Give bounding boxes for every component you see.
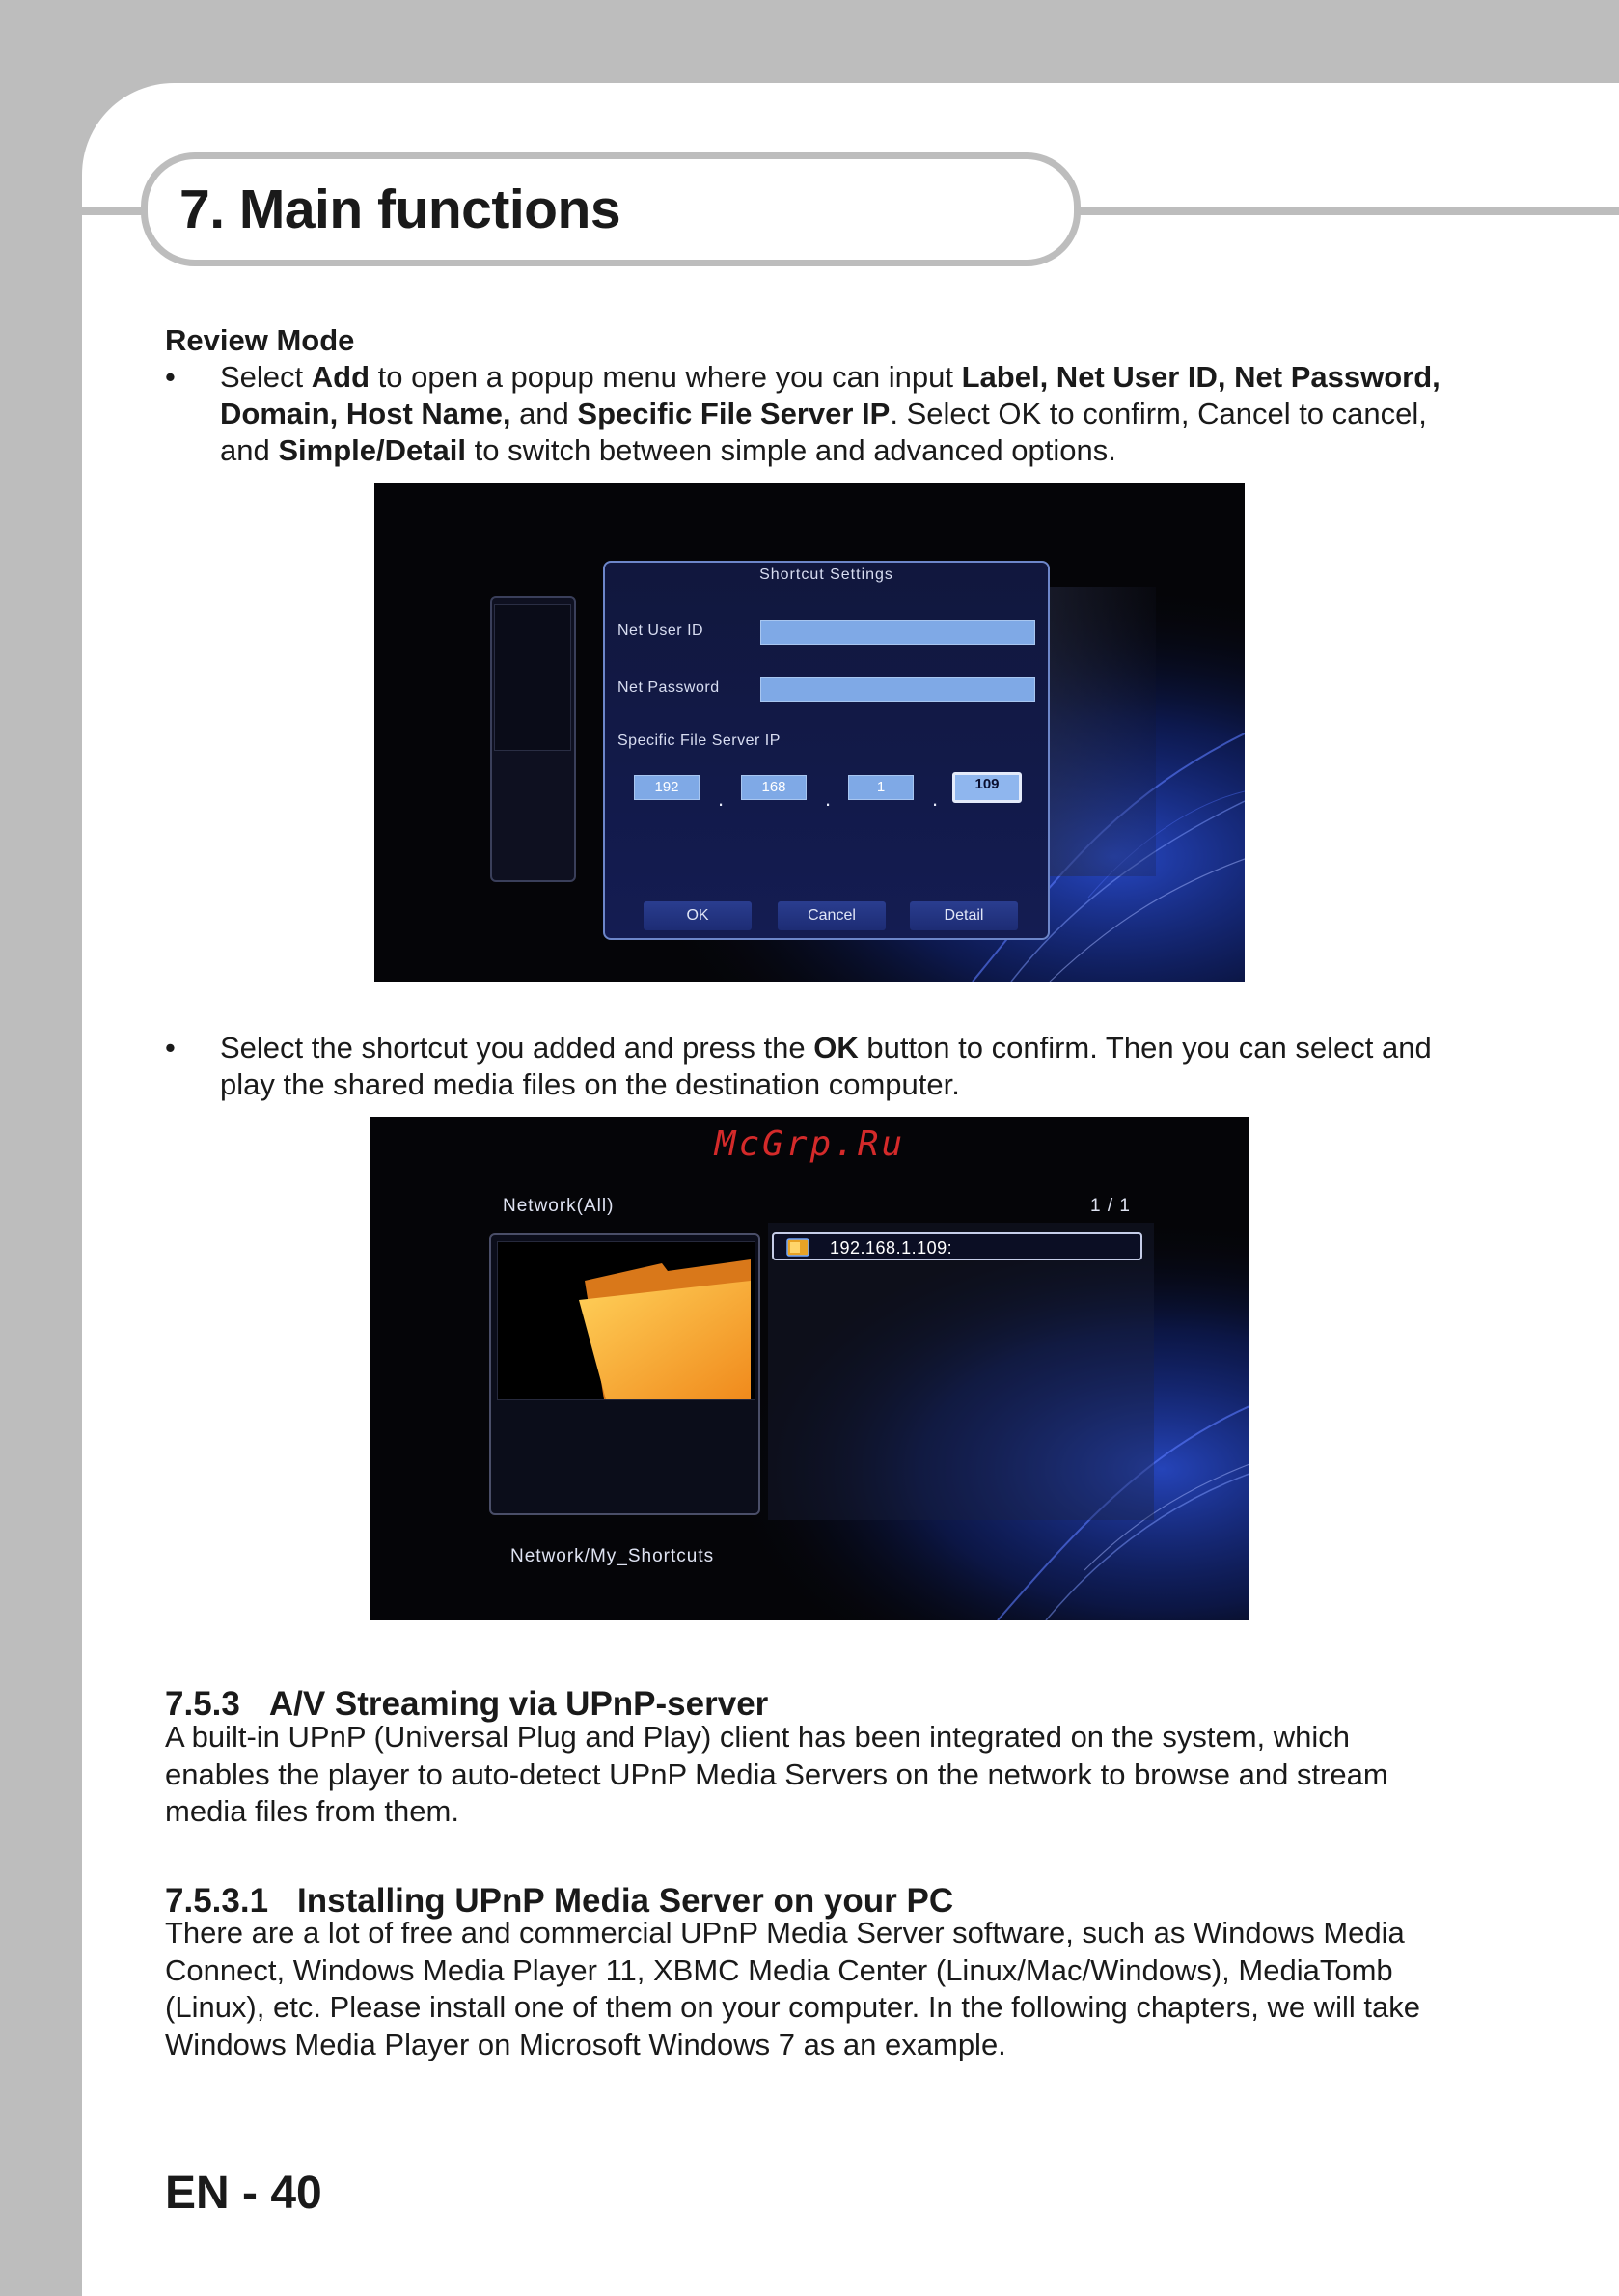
location-label: Network(All) <box>503 1196 615 1216</box>
list-item-label: 192.168.1.109: <box>830 1238 953 1258</box>
file-list-panel <box>768 1223 1154 1520</box>
page-number: EN - 40 <box>165 2168 322 2219</box>
net-password-input[interactable] <box>760 677 1035 702</box>
net-user-id-label: Net User ID <box>617 622 704 639</box>
shortcut-settings-screenshot <box>374 483 1245 982</box>
ip-separator: . <box>718 787 725 811</box>
detail-button[interactable]: Detail <box>910 901 1018 930</box>
background-list <box>1050 587 1156 876</box>
folder-icon <box>498 1242 755 1399</box>
ip-octet-2[interactable]: 168 <box>741 775 807 800</box>
net-password-label: Net Password <box>617 679 720 696</box>
ok-button[interactable]: OK <box>644 901 752 930</box>
shortcut-settings-dialog <box>603 561 1050 940</box>
watermark: McGrp.Ru <box>714 1124 906 1164</box>
section-heading-7-5-3-1: 7.5.3.1 Installing UPnP Media Server on your PC <box>165 1882 954 1920</box>
review-mode-heading: Review Mode <box>165 323 355 357</box>
bullet-marker: • <box>165 360 176 394</box>
path-label: Network/My_Shortcuts <box>510 1546 715 1566</box>
dialog-title: Shortcut Settings <box>759 567 893 583</box>
ip-octet-4[interactable]: 109 <box>952 772 1022 803</box>
bullet-text: Select the shortcut you added and press the OK button to confirm. Then you can select and play the shared media files on the destination computer. <box>220 1031 1432 1101</box>
network-shortcut-icon <box>785 1236 810 1258</box>
page-title: 7. Main functions <box>179 179 621 240</box>
ip-octet-1[interactable]: 192 <box>634 775 700 800</box>
ip-octet-3[interactable]: 1 <box>848 775 914 800</box>
bullet-text: Select Add to open a popup menu where you can input Label, Net User ID, Net Password, Domain, Host Name, and Specific File Server IP. Select OK to confirm, Cancel to cancel, and Simple/Detail to switch between simple and advanced options. <box>220 360 1441 467</box>
background-thumbnail <box>494 604 571 751</box>
section-text-7-5-3: A built-in UPnP (Universal Plug and Play) client has been integrated on the system, which enables the player to auto-detect UPnP Media Servers on the network to browse and stream media files from them. <box>165 1720 1388 1828</box>
preview-thumbnail <box>497 1241 755 1400</box>
bullet-marker: • <box>165 1031 176 1065</box>
server-ip-label: Specific File Server IP <box>617 733 781 749</box>
network-browser-screenshot <box>370 1117 1249 1620</box>
section-text-7-5-3-1: There are a lot of free and commercial UPnP Media Server software, such as Windows Media Connect, Windows Media Player 11, XBMC Media Center (Linux/Mac/Windows), MediaTomb (Linux), etc. Please install one of them on your computer. In the following chapters, we will take Windows Media Player on Microsoft Windows 7 as an example. <box>165 1916 1420 2061</box>
page-counter: 1 / 1 <box>1090 1196 1131 1216</box>
cancel-button[interactable]: Cancel <box>778 901 886 930</box>
list-item[interactable] <box>772 1232 1142 1260</box>
ip-separator: . <box>825 787 832 811</box>
net-user-id-input[interactable] <box>760 620 1035 645</box>
section-heading-7-5-3: 7.5.3 A/V Streaming via UPnP-server <box>165 1685 769 1723</box>
ip-separator: . <box>932 787 939 811</box>
